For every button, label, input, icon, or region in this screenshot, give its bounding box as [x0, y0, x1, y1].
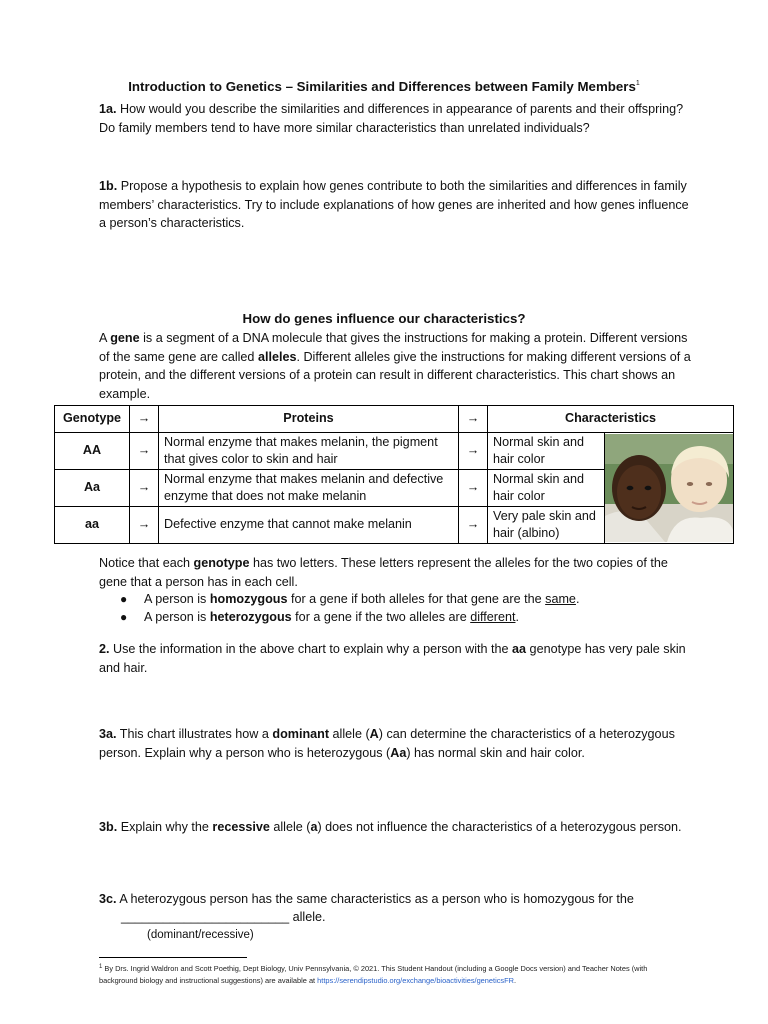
protein-cell: Normal enzyme that makes melanin, the pigment that gives color to skin and hair [159, 433, 459, 470]
footnote: $^1$ By Drs. Ingrid Waldron and Scott Poethig, Dept Biology, Univ Pennsylvania, © 2021. This Student Handout (including a Google Docs version) and Teacher Notes (with background biology and instructional suggestions) are available at https://serendipstudio.org/exchange/bioactivities/geneticsFR. [99, 964, 648, 985]
intro-paragraph: A gene is a segment of a DNA molecule that gives the instructions for making a protein. Different versions of the same gene are called alleles. Different alleles give the instructions for making different versions of a protein, and the different versions of a protein can result in different characteristics. This chart shows an example. [99, 331, 691, 401]
table-row [55, 433, 734, 470]
list-item: ● A person is homozygous for a gene if both alleles for that gene are the same. [99, 590, 699, 608]
question-2: 2. Use the information in the above chart to explain why a person with the aa genotype has very pale skin and hair. [99, 642, 686, 675]
header-characteristics: Characteristics [488, 406, 734, 433]
characteristic-cell: Normal skin and hair color [488, 433, 605, 470]
genotype-cell: aa [55, 507, 130, 544]
footnote-mark: 1 [635, 80, 640, 87]
protein-cell: Defective enzyme that cannot make melanin [159, 507, 459, 544]
list-item: ● A person is heterozygous for a gene if the two alleles are different. [99, 608, 699, 626]
bullet-icon: ● [120, 592, 128, 606]
definition-list [99, 590, 699, 626]
answer-blank-line[interactable]: ________________________ allele. [121, 910, 326, 924]
question-1b: 1b. Propose a hypothesis to explain how genes contribute to both the similarities and differences in family members’ characteristics. Try to include explanations of how genes are inherited and how genes influence a person’s characteristics. [99, 179, 689, 230]
bullet-icon: ● [120, 610, 128, 624]
header-arrow: → [130, 406, 159, 433]
section-heading: How do genes influence our characteristics? [242, 311, 526, 326]
albinism-photo [605, 433, 734, 544]
question-3a: 3a. This chart illustrates how a dominant allele (A) can determine the characteristics of a heterozygous person. Explain why a person who is heterozygous (Aa) has normal skin and hair color. [99, 727, 675, 760]
characteristic-cell: Very pale skin and hair (albino) [488, 507, 605, 544]
arrow-cell: → [459, 470, 488, 507]
genotype-table [54, 405, 734, 544]
answer-hint: (dominant/recessive) [147, 929, 254, 941]
header-arrow: → [459, 406, 488, 433]
footnote-link[interactable]: https://serendipstudio.org/exchange/bioactivities/geneticsFR [317, 976, 514, 985]
arrow-cell: → [130, 507, 159, 544]
genotype-cell: Aa [55, 470, 130, 507]
question-3c: 3c. A heterozygous person has the same characteristics as a person who is homozygous for the [99, 892, 634, 906]
page-title: Introduction to Genetics – Similarities and Differences between Family Members$^1$ [128, 79, 640, 94]
header-proteins: Proteins [159, 406, 459, 433]
notice-paragraph: Notice that each genotype has two letters. These letters represent the alleles for the two copies of the gene that a person has in each cell. [99, 556, 668, 589]
footnote-divider [99, 957, 247, 958]
question-3b: 3b. Explain why the recessive allele (a) does not influence the characteristics of a heterozygous person. [99, 820, 682, 834]
genotype-cell: AA [55, 433, 130, 470]
question-1a: 1a. How would you describe the similarities and differences in appearance of parents and their offspring? Do family members tend to have more similar characteristics than unrelated individuals? [99, 102, 684, 135]
arrow-cell: → [459, 507, 488, 544]
arrow-cell: → [130, 433, 159, 470]
characteristic-cell: Normal skin and hair color [488, 470, 605, 507]
protein-cell: Normal enzyme that makes melanin and defective enzyme that does not make melanin [159, 470, 459, 507]
table-header-row [55, 406, 734, 433]
arrow-cell: → [459, 433, 488, 470]
arrow-cell: → [130, 470, 159, 507]
children-photo-image [605, 434, 733, 542]
header-genotype: Genotype [55, 406, 130, 433]
